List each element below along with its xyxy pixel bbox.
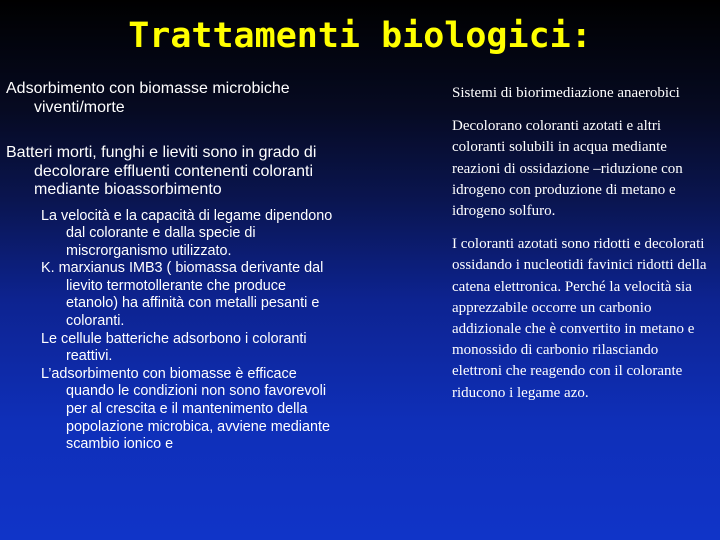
left-heading: Adsorbimento con biomasse microbiche viventi/morte (6, 80, 290, 116)
left-point-3: Le cellule batteriche adsorbono i coloranti reattivi. (41, 330, 307, 365)
left-point-2: K. marxianus IMB3 ( biomassa derivante dal lievito termotollerante che produce etanolo) ha affinità con metalli pesanti e coloranti. (41, 260, 324, 330)
left-point-1: La velocità e la capacità di legame dipendono dal colorante e dalla specie di miscrorganismo utilizzato. (41, 207, 333, 259)
left-column (6, 80, 336, 454)
right-heading: Sistemi di biorimediazione anaerobici (452, 85, 680, 101)
left-point-4: L’adsorbimento con biomasse è efficace quando le condizioni non sono favorevoli per al crescita e il mantenimento della popolazione microbica, avviene mediante scambio ionico e (41, 365, 330, 453)
right-column (452, 83, 710, 404)
right-paragraph-2: I coloranti azotati sono ridotti e decolorati ossidando i nucleotidi favinici ridotti della catena elettronica. Perché la velocità sia apprezzabile occorre un carbonio addizionale che è convertito in metano e monossido di carbonio rilasciando elettroni che reagendo con il colorante riducono i legame azo. (452, 236, 707, 401)
right-paragraph-1: Decolorano coloranti azotati e altri coloranti solubili in acqua mediante reazioni di ossidazione –riduzione con idrogeno con produzione di metano e idrogeno solfuro. (452, 118, 683, 220)
slide-title: Trattamenti biologici: (128, 16, 592, 56)
left-intro: Batteri morti, funghi e lieviti sono in grado di decolorare effluenti contenenti coloranti mediante bioassorbimento (6, 144, 317, 198)
